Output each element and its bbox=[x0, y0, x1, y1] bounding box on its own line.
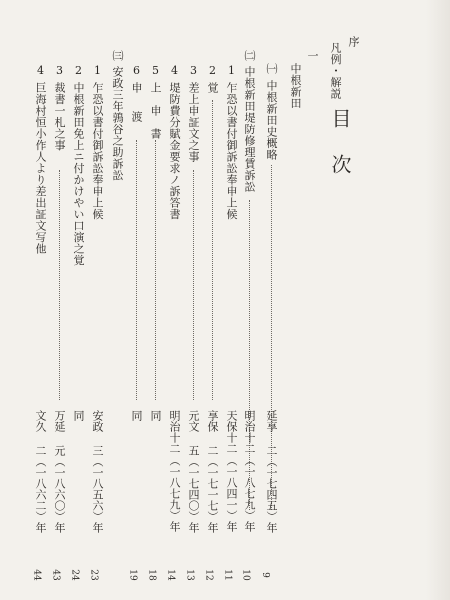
item-num: 1 bbox=[225, 64, 238, 78]
item-page: 44 bbox=[31, 569, 42, 581]
item-date: 五（一七四〇）年 bbox=[187, 445, 200, 533]
item-date: 三（一八五六）年 bbox=[91, 445, 104, 533]
sub1-label: ㈠ bbox=[265, 63, 278, 75]
item-date: （一八四一）年 bbox=[225, 455, 238, 532]
page-title: 目次 bbox=[328, 108, 352, 200]
leader-dots bbox=[59, 170, 60, 400]
item-era: 安政 bbox=[91, 410, 104, 432]
sub2-title: 中根新田堤防修理賃訴訟 bbox=[243, 66, 256, 193]
item-title: 上申書 bbox=[149, 82, 162, 151]
item-page: 43 bbox=[50, 569, 61, 581]
leader-dots bbox=[155, 140, 156, 400]
section-title: 中根新田 bbox=[289, 63, 302, 109]
item-era: 同 bbox=[130, 410, 143, 421]
item-era: 享保 bbox=[206, 410, 219, 432]
item-title: 申渡 bbox=[130, 82, 143, 140]
item-num: 4 bbox=[168, 64, 181, 78]
sub2-page: 10 bbox=[240, 569, 251, 581]
sub1-era: 延享 bbox=[265, 410, 278, 432]
item-num: 6 bbox=[130, 64, 143, 78]
item-num: 2 bbox=[206, 64, 219, 78]
sub1-date: 二（一七四五）年 bbox=[265, 445, 278, 533]
item-date: （一八七九）年 bbox=[168, 455, 181, 532]
item-page: 14 bbox=[165, 569, 176, 581]
page-edge bbox=[426, 0, 450, 600]
item-title: 裁書一札之事 bbox=[53, 82, 66, 151]
item-num: 3 bbox=[187, 64, 200, 78]
sub2-label: ㈡ bbox=[243, 50, 256, 62]
item-page: 19 bbox=[127, 569, 138, 581]
item-era: 天保十二 bbox=[225, 410, 238, 454]
item-num: 3 bbox=[53, 64, 66, 78]
item-title: 乍恐以書付御訴訟奉申上候 bbox=[225, 82, 238, 220]
sub2-date: （一八七九）年 bbox=[243, 455, 256, 532]
item-title: 巨海村恒小作人より差出証文写他 bbox=[34, 82, 47, 255]
item-num: 5 bbox=[149, 64, 162, 78]
item-num: 1 bbox=[91, 64, 104, 78]
item-era: 元文 bbox=[187, 410, 200, 432]
item-title: 覚 bbox=[206, 82, 219, 94]
item-era: 明治十二 bbox=[168, 410, 181, 454]
sub3-title: 安政三年鶉谷之助訴訟 bbox=[111, 66, 124, 181]
item-page: 12 bbox=[203, 569, 214, 581]
item-title: 乍恐以書付御訴訟奉申上候 bbox=[91, 82, 104, 220]
sub3-label: ㈢ bbox=[111, 50, 124, 62]
item-title: 中根新田免上ニ付かけやい口演之覚 bbox=[72, 82, 85, 266]
item-era: 文久 bbox=[34, 410, 47, 432]
preface: 序 bbox=[347, 36, 360, 48]
leader-dots bbox=[212, 100, 213, 400]
item-page: 13 bbox=[184, 569, 195, 581]
item-page: 24 bbox=[69, 569, 80, 581]
item-num: 2 bbox=[72, 64, 85, 78]
sub2-era: 明治十二 bbox=[243, 410, 256, 454]
sub1-page: 9 bbox=[259, 572, 270, 578]
item-num: 4 bbox=[34, 64, 47, 78]
item-page: 18 bbox=[146, 569, 157, 581]
item-title: 堤防費分賦金要求ノ訴答書 bbox=[168, 82, 181, 220]
item-title: 差上申証文之事 bbox=[187, 82, 200, 163]
intro: 凡例・解説 bbox=[329, 42, 342, 100]
item-page: 23 bbox=[88, 569, 99, 581]
leader-dots bbox=[136, 140, 137, 400]
leader-dots bbox=[193, 170, 194, 400]
item-date: 二（一八六二）年 bbox=[34, 445, 47, 533]
item-era: 同 bbox=[149, 410, 162, 421]
item-date: 元（一八六〇）年 bbox=[53, 445, 66, 533]
item-date: 二（一七一七）年 bbox=[206, 445, 219, 533]
item-era: 万延 bbox=[53, 410, 66, 432]
item-era: 同 bbox=[72, 410, 85, 421]
item-page: 11 bbox=[222, 569, 233, 581]
section-label: 一 bbox=[306, 50, 319, 62]
sub1-title: 中根新田史概略 bbox=[265, 80, 278, 161]
